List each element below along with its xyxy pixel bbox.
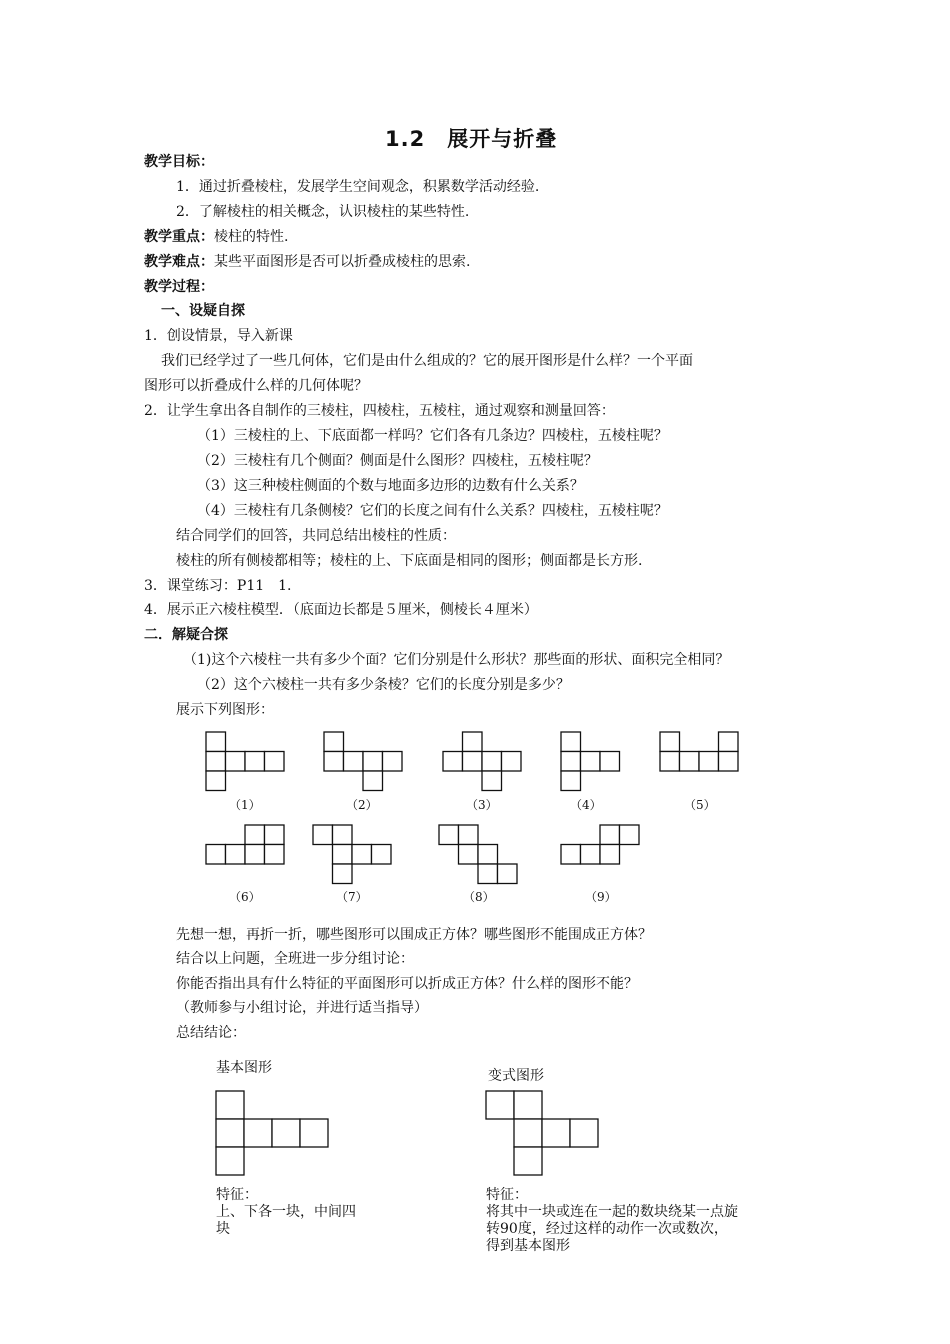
cube-net-figure-4 bbox=[561, 732, 641, 792]
key-point-text: 棱柱的特性. bbox=[214, 229, 289, 245]
cube-net-figure-5 bbox=[660, 732, 740, 792]
figure-caption: （8） bbox=[463, 890, 495, 904]
objectives-label: 教学目标： bbox=[144, 154, 214, 170]
figure-caption: （9） bbox=[585, 890, 617, 904]
section1-step2: 2．让学生拿出各自制作的三棱柱，四棱柱，五棱柱，通过观察和测量回答： bbox=[144, 403, 615, 419]
objective-item: 1．通过折叠棱柱，发展学生空间观念，积累数学活动经验. bbox=[176, 179, 540, 195]
variant-feature bbox=[486, 1187, 738, 1255]
cube-net-figure-2 bbox=[324, 732, 404, 792]
difficulty-text: 某些平面图形是否可以折叠成棱柱的思索. bbox=[214, 254, 471, 270]
cube-net-figure-7 bbox=[313, 825, 393, 887]
section1-question: （2）三棱柱有几个侧面？侧面是什么图形？四棱柱，五棱柱呢？ bbox=[197, 453, 598, 469]
section1-para-line: 图形可以折叠成什么样的几何体呢？ bbox=[144, 378, 368, 394]
page-title: 1.2 展开与折叠 bbox=[385, 127, 558, 151]
figure-caption: （7） bbox=[336, 890, 368, 904]
section1-question: （3）这三种棱柱侧面的个数与地面多边形的边数有什么关系？ bbox=[197, 478, 584, 494]
figure-caption: （1） bbox=[229, 798, 261, 812]
process-label: 教学过程： bbox=[144, 279, 214, 295]
figure-caption: （6） bbox=[229, 890, 261, 904]
section1-summary-intro: 结合同学们的回答，共同总结出棱柱的性质： bbox=[176, 528, 456, 544]
show-figures-label: 展示下列图形： bbox=[176, 702, 274, 718]
section2-after-line: 总结结论： bbox=[176, 1025, 246, 1041]
key-point-line bbox=[144, 228, 288, 246]
section1-step4: 4．展示正六棱柱模型．（底面边长都是５厘米，侧棱长４厘米） bbox=[144, 602, 538, 618]
difficulty-line bbox=[144, 253, 470, 271]
variant-feature-label: 特征： bbox=[486, 1187, 528, 1203]
cube-net-figure-8 bbox=[439, 825, 519, 887]
section2-after-line: 结合以上问题，全班进一步分组讨论： bbox=[176, 951, 414, 967]
variant-feature-text: 将其中一块或连在一起的数块绕某一点旋转90度，经过这样的动作一次或数次，得到基本图形 bbox=[486, 1204, 738, 1254]
section2-after-line: （教师参与小组讨论，并进行适当指导） bbox=[176, 1000, 428, 1016]
section2-heading: 二．解疑合探 bbox=[144, 627, 228, 643]
section1-question: （4）三棱柱有几条侧棱？它们的长度之间有什么关系？四棱柱，五棱柱呢？ bbox=[197, 503, 668, 519]
section1-summary: 棱柱的所有侧棱都相等；棱柱的上、下底面是相同的图形；侧面都是长方形. bbox=[176, 553, 643, 569]
variant-cube-net bbox=[486, 1091, 600, 1177]
key-point-label: 教学重点： bbox=[144, 229, 214, 245]
basic-figure-label: 基本图形 bbox=[216, 1060, 272, 1076]
cube-net-figure-3 bbox=[443, 732, 523, 792]
section1-step3: 3．课堂练习：P11 1. bbox=[144, 578, 292, 594]
section1-para-line: 我们已经学过了一些几何体，它们是由什么组成的？它的展开图形是什么样？一个平面 bbox=[161, 353, 693, 369]
figure-caption: （5） bbox=[684, 798, 716, 812]
basic-feature bbox=[216, 1187, 366, 1238]
section1-heading: 一、设疑自探 bbox=[161, 303, 245, 319]
figure-caption: （4） bbox=[570, 798, 602, 812]
basic-feature-text: 上、下各一块，中间四块 bbox=[216, 1204, 356, 1237]
section2-after-line: 你能否指出具有什么特征的平面图形可以折成正方体？什么样的图形不能？ bbox=[176, 976, 638, 992]
cube-net-figure-9 bbox=[561, 825, 641, 870]
section1-step1: 1．创设情景，导入新课 bbox=[144, 328, 293, 344]
figure-caption: （2） bbox=[346, 798, 378, 812]
basic-feature-label: 特征： bbox=[216, 1187, 258, 1203]
variant-figure-label: 变式图形 bbox=[488, 1068, 544, 1084]
section2-question: （1)这个六棱柱一共有多少个面？它们分别是什么形状？那些面的形状、面积完全相同？ bbox=[183, 652, 730, 668]
difficulty-label: 教学难点： bbox=[144, 254, 214, 270]
basic-cube-net bbox=[216, 1091, 330, 1177]
figure-caption: （3） bbox=[466, 798, 498, 812]
section1-question: （1）三棱柱的上、下底面都一样吗？它们各有几条边？四棱柱，五棱柱呢？ bbox=[197, 428, 668, 444]
section2-after-line: 先想一想，再折一折，哪些图形可以围成正方体？哪些图形不能围成正方体？ bbox=[176, 927, 652, 943]
objective-item: 2．了解棱柱的相关概念，认识棱柱的某些特性. bbox=[176, 204, 470, 220]
cube-net-figure-1 bbox=[206, 732, 286, 792]
cube-net-figure-6 bbox=[206, 825, 286, 870]
section2-question: （2）这个六棱柱一共有多少条棱？它们的长度分别是多少？ bbox=[197, 677, 570, 693]
